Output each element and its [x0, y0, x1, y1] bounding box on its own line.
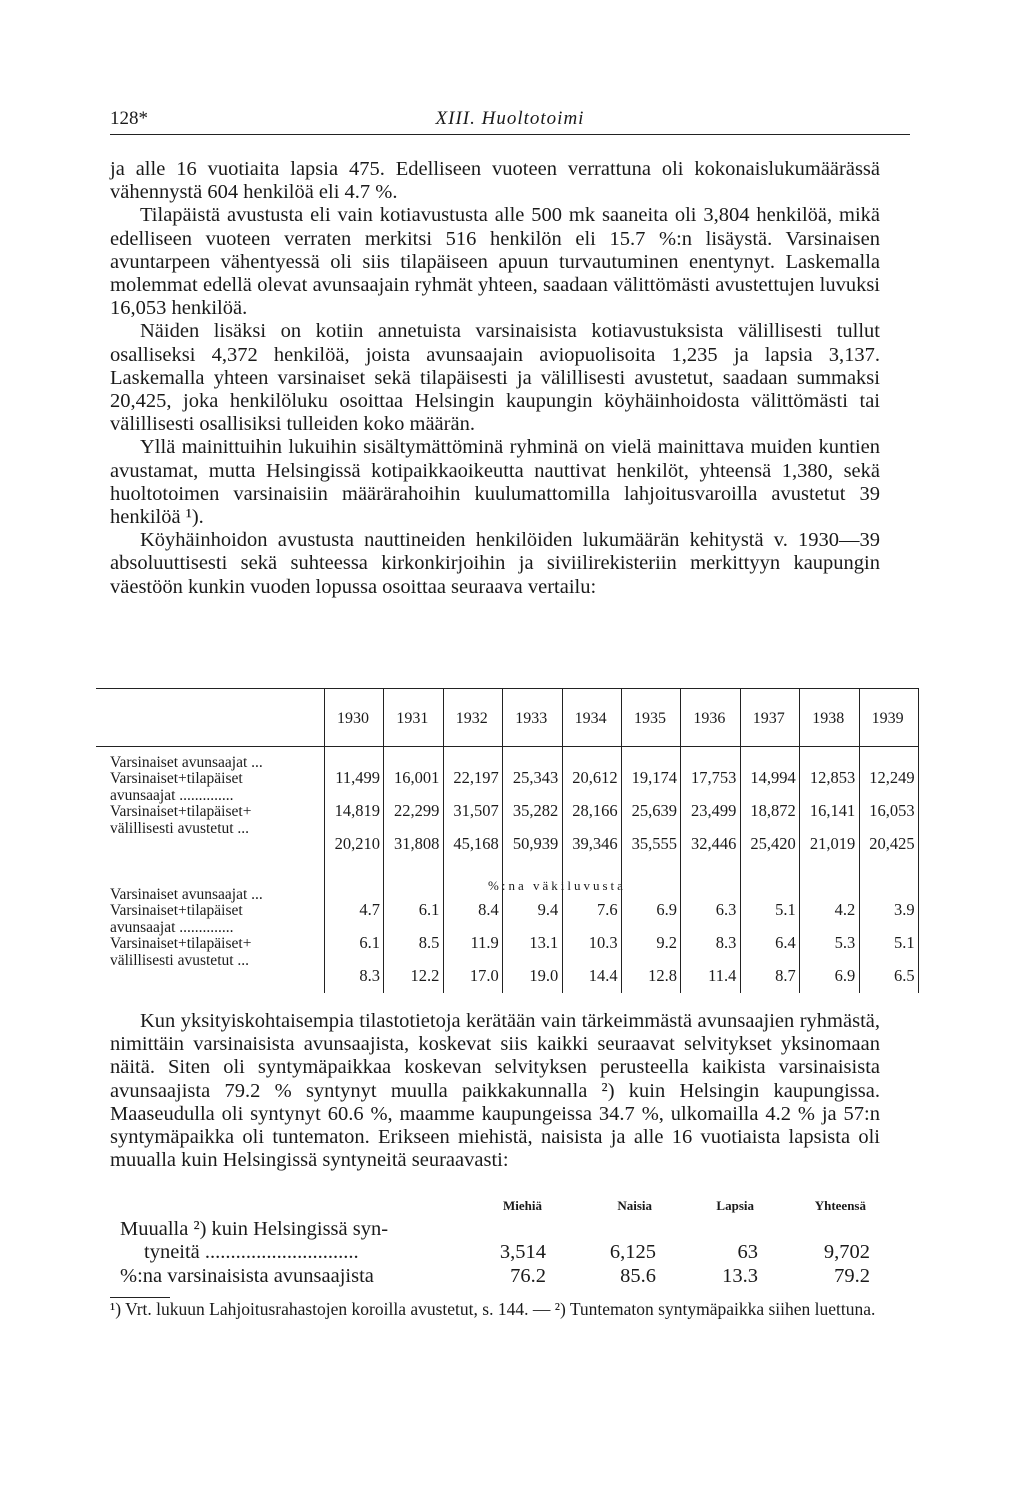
table-cell: 9,702 [823, 1241, 870, 1263]
main-text [110, 158, 880, 599]
table-cell: 14.4 [588, 966, 618, 985]
table-cell: 31,507 [453, 801, 499, 820]
row-label: avunsaajat .............. [110, 787, 234, 804]
paragraph-5: Köyhäinhoidon avustusta nauttineiden henkilöiden lukumäärän kehitystä v. 1930—39 absoluuttisesti sekä suhteessa kirkonkirjoihin ja siviilirekisteriin merkittyyn kaupungin väestöön kunkin vuoden lopussa osoittaa seuraava vertailu: [110, 529, 880, 598]
table-cell: 9.4 [537, 900, 559, 919]
year-header: 1938 [812, 710, 845, 727]
table-cell: 5.3 [834, 933, 856, 952]
table-cell: 6.4 [775, 933, 796, 952]
table-cell: 22,299 [394, 801, 440, 820]
table-cell: 35,282 [512, 801, 559, 820]
table-cell: 14,994 [750, 768, 796, 787]
table-cell: 21,019 [809, 834, 856, 853]
footnote: ¹) Vrt. lukuun Lahjoitusrahastojen koroilla avustetut, s. 144. — ²) Tuntematon syntymäpaikka siihen luettuna. [110, 1299, 876, 1319]
table-cell: 3,514 [499, 1241, 546, 1263]
statistics-table [96, 688, 918, 993]
table-cell: 76.2 [510, 1265, 546, 1287]
year-header: 1936 [693, 710, 726, 727]
row-label: Varsinaiset+tilapäiset+ [110, 935, 252, 952]
table-cell: 28,166 [572, 801, 618, 820]
table-cell: 19.0 [529, 966, 559, 985]
table-cell: 13.1 [529, 933, 559, 952]
table-cell: 23,499 [691, 801, 737, 820]
table-cell: 6.3 [715, 900, 737, 919]
table-cell: 11.4 [708, 966, 737, 985]
paragraph-1: ja alle 16 vuotiaita lapsia 475. Edelliseen vuoteen verrattuna oli kokonaislukumäärässä vähennystä 604 henkilöä eli 4.7 %. [110, 158, 880, 204]
footnote-rule [110, 1297, 170, 1298]
table-cell: 7.6 [596, 900, 618, 919]
table-cell: 6.9 [834, 966, 856, 985]
year-header: 1931 [396, 710, 429, 727]
table-cell: 20,425 [869, 834, 915, 853]
table-cell: 5.1 [775, 900, 796, 919]
table-cell: 35,555 [631, 834, 677, 853]
table-cell: 25,420 [750, 834, 796, 853]
row-label: avunsaajat .............. [110, 919, 234, 936]
table-cell: 12,249 [869, 768, 915, 787]
column-rule [918, 688, 919, 993]
table-cell: 3.9 [893, 900, 915, 919]
row-label: Varsinaiset+tilapäiset [110, 770, 243, 787]
table-cell: 9.2 [656, 933, 677, 952]
table-top-rule [96, 688, 918, 689]
table-cell: 8.3 [715, 933, 737, 952]
table-cell: 13.3 [722, 1265, 758, 1287]
table-header-rule [96, 746, 918, 747]
table-cell: 19,174 [631, 768, 677, 787]
table-cell: 8.3 [359, 966, 380, 985]
year-header: 1937 [752, 710, 785, 727]
table-cell: 10.3 [588, 933, 618, 952]
year-header: 1939 [871, 710, 904, 727]
table-cell: 12.8 [648, 966, 677, 985]
table-cell: 6.1 [418, 900, 440, 919]
table-cell: 6,125 [609, 1241, 656, 1263]
table-cell: 6.5 [893, 966, 915, 985]
table-cell: 6.1 [359, 933, 380, 952]
year-header: 1933 [515, 710, 548, 727]
table-cell: 5.1 [893, 933, 915, 952]
table-cell: 63 [737, 1241, 758, 1263]
running-title: XIII. Huoltotoimi [435, 108, 585, 129]
table-cell: 45,168 [453, 834, 499, 853]
row-label: välillisesti avustetut ... [110, 820, 250, 837]
row-label: Varsinaiset+tilapäiset [110, 902, 243, 919]
table-cell: 4.7 [359, 900, 380, 919]
birthplace-table [120, 1198, 880, 1288]
table-cell: 8.4 [478, 900, 499, 919]
row-label-born: tyneitä .............................. [144, 1241, 359, 1263]
paragraph-3: Näiden lisäksi on kotiin annetuista varsinaisista kotiavustuksista välillisesti tullut osalliseksi 4,372 henkilöä, joista avunsaajain aviopuolisoita 1,235 ja lapsia 3,137. Laskemalla yhteen varsinaiset sekä tilapäisesti ja välillisesti avustetut, saadaan summaksi 20,425, joka henkilöluku osoittaa Helsingin kaupungin köyhäinhoidosta välittömästi tai välillisesti osallisiksi tulleiden koko määrän. [110, 320, 880, 436]
row-label: Varsinaiset+tilapäiset+ [110, 803, 252, 820]
table-cell: 17,753 [691, 768, 737, 787]
table-cell: 16,001 [394, 768, 440, 787]
table-cell: 8.5 [418, 933, 440, 952]
table-cell: 85.6 [620, 1265, 656, 1287]
table-cell: 18,872 [750, 801, 796, 820]
year-header: 1935 [634, 710, 666, 727]
table-cell: 25,343 [512, 768, 559, 787]
page-header [110, 104, 910, 135]
table-cell: 6.9 [656, 900, 677, 919]
table-cell: 14,819 [334, 801, 380, 820]
row-label-percent: %:na varsinaisista avunsaajista [120, 1265, 374, 1287]
year-header: 1932 [455, 710, 488, 727]
row-label: välillisesti avustetut ... [110, 952, 250, 969]
table-cell: 17.0 [469, 966, 499, 985]
paragraph-6: Kun yksityiskohtaisempia tilastotietoja kerätään vain tärkeimmästä avunsaajien ryhmästä, nimittäin varsinaisista avunsaajista, koskevat siis kaikki seuraavat selvitykset yksinomaan näitä. Siten oli syntymäpaikkaa koskevan selvityksen perusteella kaikista varsinaisista avunsaajista 79.2 % syntynyt muulla paikkakunnalla ²) kuin Helsingin kaupungissa. Maaseudulla oli syntynyt 60.6 %, maamme kaupungeissa 34.7 %, ulkomailla 4.2 % ja 57:n syntymäpaikka oli tuntematon. Erikseen miehistä, naisista ja alle 16 vuotiaista lapsista oli muualla kuin Helsingissä syntyneitä seuraavasti: [110, 1010, 880, 1172]
column-header: Miehiä [503, 1198, 542, 1213]
table-cell: 16,053 [869, 801, 915, 820]
table-cell: 12,853 [809, 768, 856, 787]
table-cell: 50,939 [512, 834, 559, 853]
table-cell: 31,808 [394, 834, 440, 853]
page-number: 128* [110, 108, 148, 129]
table-cell: 11,499 [335, 768, 380, 787]
paragraph-2: Tilapäistä avustusta eli vain kotiavustusta alle 500 mk saaneita oli 3,804 henkilöä, mikä edelliseen vuoteen verraten merkitsi 516 henkilön eli 15.7 %:n lisäystä. Varsinaisen avuntarpeen vähentyessä oli siis tilapäiseen apuun turvautuminen enentynyt. Laskemalla molemmat edellä olevat avunsaajain ryhmät yhteen, saadaan välittömästi avustettujen luvuksi 16,053 henkilöä. [110, 204, 880, 320]
column-header: Lapsia [716, 1198, 754, 1213]
table-cell: 22,197 [453, 768, 499, 787]
table-cell: 20,612 [572, 768, 618, 787]
table-cell: 8.7 [775, 966, 796, 985]
year-header: 1930 [337, 710, 369, 727]
text-after-table [110, 1010, 880, 1172]
column-header: Naisia [617, 1198, 652, 1213]
column-header: Yhteensä [814, 1198, 866, 1213]
row-label: Varsinaiset avunsaajat ... [110, 754, 263, 771]
row-label: Varsinaiset avunsaajat ... [110, 886, 263, 903]
table-cell: 79.2 [834, 1265, 870, 1287]
year-header: 1934 [574, 710, 607, 727]
table-cell: 4.2 [834, 900, 856, 919]
table-cell: 16,141 [809, 801, 856, 820]
table-cell: 20,210 [334, 834, 380, 853]
table-cell: 25,639 [631, 801, 677, 820]
row-label-abroad: Muualla ²) kuin Helsingissä syn- [120, 1218, 389, 1240]
percent-heading: %:na väkiluvusta [488, 878, 626, 893]
table-cell: 32,446 [691, 834, 737, 853]
paragraph-4: Yllä mainittuihin lukuihin sisältymättöminä ryhminä on vielä mainittava muiden kuntien avustamat, mutta Helsingissä kotipaikkaoikeutta nauttivat henkilöt, yhteensä 1,380, sekä huoltotoimen varsinaisiin määrärahoihin kuulumattomilla lahjoitusvaroilla avustetut 39 henkilöä ¹). [110, 436, 880, 529]
table-cell: 12.2 [410, 966, 440, 985]
table-cell: 11.9 [470, 933, 499, 952]
table-cell: 39,346 [572, 834, 618, 853]
